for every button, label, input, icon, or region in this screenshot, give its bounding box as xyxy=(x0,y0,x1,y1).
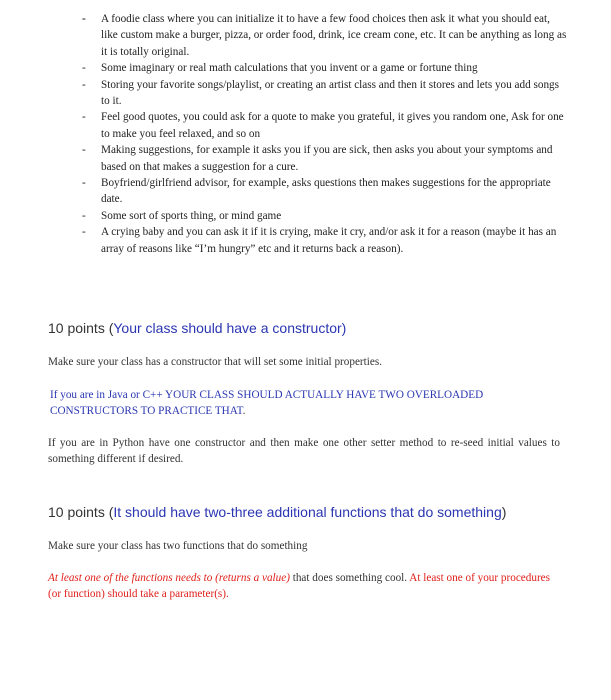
java-cpp-note-text: If you are in Java or C++ YOUR CLASS SHOULD ACTUALLY HAVE TWO OVERLOADED CONSTRUCTORS TO PRACTICE THAT xyxy=(50,389,484,417)
points-label: 10 points ( xyxy=(48,320,114,336)
constructor-instructions: Make sure your class has a constructor that will set some initial properties. xyxy=(48,356,382,368)
list-item: - Storing your favorite songs/playlist, or creating an artist class and then it stores and lets you add songs to it. xyxy=(82,77,567,110)
functions-requirements xyxy=(48,570,560,602)
constructor-heading xyxy=(48,320,346,336)
java-cpp-note-period: . xyxy=(242,405,246,417)
python-note: If you are in Python have one constructor and then make one other setter method to re-seed initial values to something different if desired. xyxy=(48,437,560,465)
heading-title: It should have two-three additional functions that do something xyxy=(113,504,502,520)
heading-close: ) xyxy=(501,504,507,520)
heading-title: Your class should have a constructor) xyxy=(113,320,347,336)
return-value-note: At least one of the functions needs to (returns a value) xyxy=(48,572,290,584)
functions-heading xyxy=(48,504,506,520)
list-item: - Feel good quotes, you could ask for a quote to make you grateful, it gives you random one, Ask for one to make you feel relaxed, and so on xyxy=(82,109,567,142)
list-item: - Some sort of sports thing, or mind game xyxy=(82,208,567,224)
java-cpp-note xyxy=(50,387,550,419)
list-item: - A crying baby and you can ask it if it is crying, make it cry, and/or ask it for a reason (maybe it has an array of reasons like “I’m hungry” etc and it returns back a reason). xyxy=(82,224,567,257)
list-item: - A foodie class where you can initialize it to have a few food choices then ask it what you should eat, like custom make a burger, pizza, or order food, drink, ice cream cone, etc. It can be anything as long as it is totally original. xyxy=(82,11,567,60)
list-item: - Some imaginary or real math calculations that you invent or a game or fortune thing xyxy=(82,60,567,76)
project-ideas-list xyxy=(82,11,567,257)
functions-instructions: Make sure your class has two functions that do something xyxy=(48,540,308,552)
list-item: - Boyfriend/girlfriend advisor, for example, asks questions then makes suggestions for the appropriate date. xyxy=(82,175,567,208)
points-label: 10 points ( xyxy=(48,504,114,520)
plain-note: that does something cool. xyxy=(289,572,410,584)
list-item: - Making suggestions, for example it asks you if you are sick, then asks you about your symptoms and based on that makes a suggestion for a cure. xyxy=(82,142,567,175)
parameter-note: At least one of your procedures (or function) should take a parameter(s). xyxy=(48,572,550,600)
